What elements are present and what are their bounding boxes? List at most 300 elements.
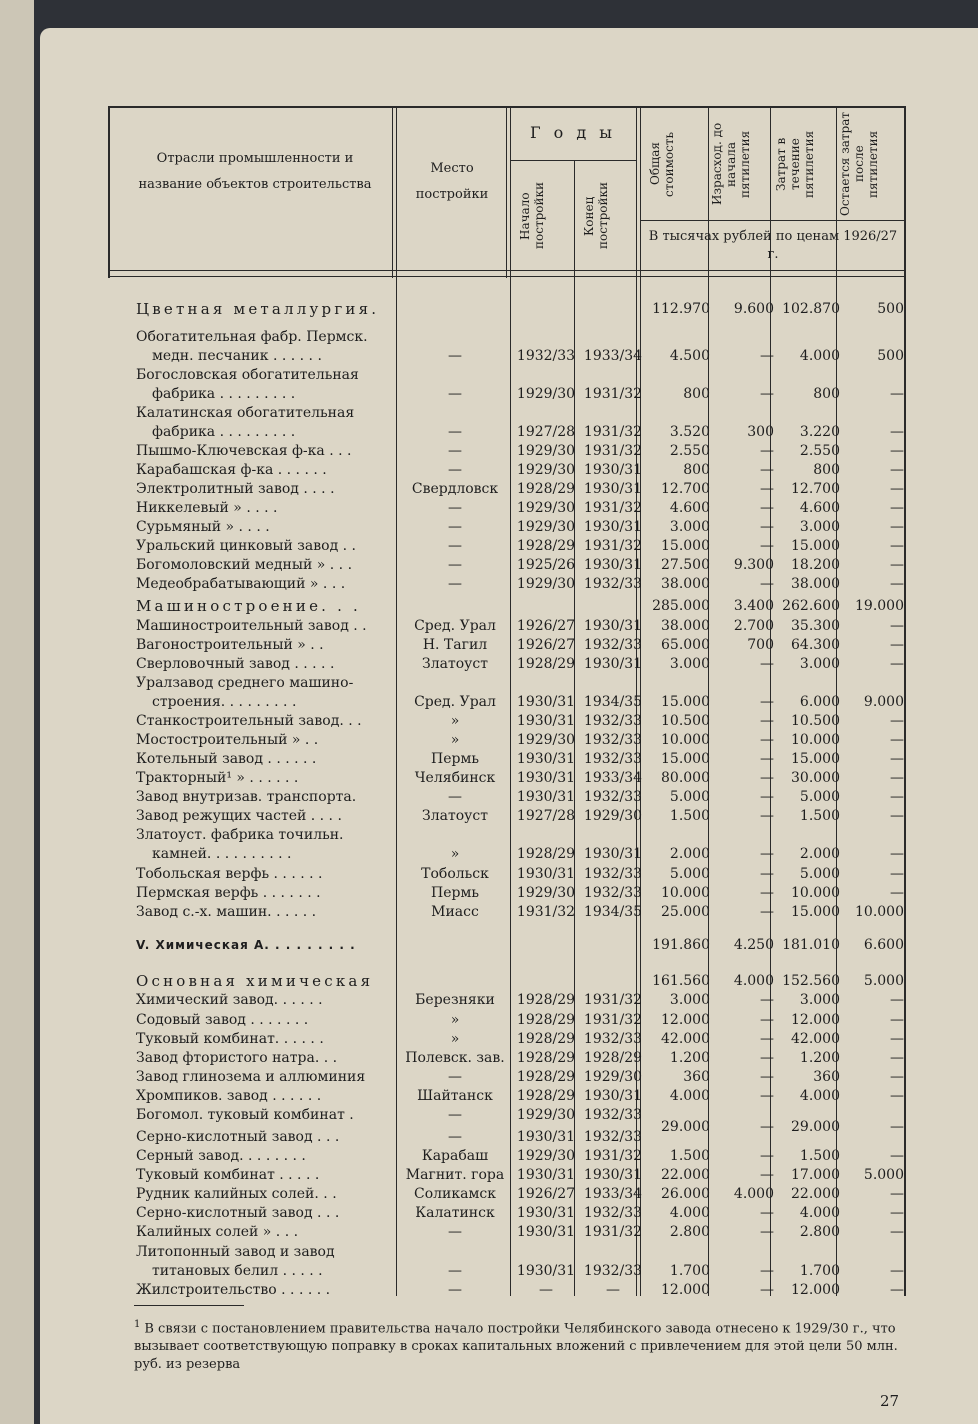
row-spent-before: — (760, 1282, 774, 1298)
row-total-cost: 12.000 (661, 1012, 710, 1028)
row-place: Калатинск (415, 1205, 495, 1221)
footnote-number: 1 (134, 1319, 141, 1330)
header-spent-during: Затрат в течение пятилетия (774, 130, 816, 198)
row-remaining: — (890, 885, 904, 901)
row-place: — (448, 789, 462, 805)
row-spent-before: — (760, 576, 774, 592)
row-total-cost: 15.000 (661, 538, 710, 554)
row-place: — (448, 348, 462, 364)
row-name: Обогатительная фабр. Пермск. (136, 329, 368, 345)
row-place: — (448, 519, 462, 535)
row-place: Сред. Урал (414, 694, 496, 710)
row-remaining: — (890, 1088, 904, 1104)
row-start-year: 1928/29 (516, 538, 576, 554)
row-remaining: — (890, 789, 904, 805)
row-total-cost: 38.000 (661, 576, 710, 592)
row-end-year: 1930/31 (583, 481, 643, 497)
row-spent-before: — (760, 538, 774, 554)
row-end-year: 1930/31 (583, 656, 643, 672)
row-start-year: 1928/29 (516, 846, 576, 862)
row-spent-during: 360 (813, 1069, 840, 1085)
row-start-year: 1929/30 (516, 500, 576, 516)
row-total-cost: 10.000 (661, 885, 710, 901)
row-spent-during: 42.000 (791, 1031, 840, 1047)
row-name: Завод фтористого натра. . . (136, 1050, 338, 1066)
row-spent-during: 30.000 (791, 770, 840, 786)
row-total-cost: 80.000 (661, 770, 710, 786)
row-end-year: 1931/32 (583, 500, 643, 516)
row-end-year: 1929/30 (583, 808, 643, 824)
row-name: Тобольская верфь . . . . . . (136, 866, 323, 882)
row-start-year: 1929/30 (516, 1148, 576, 1164)
row-total-cost: 1.700 (669, 1263, 710, 1279)
header-total: Общая стоимость (648, 131, 676, 197)
row-start-year: 1929/30 (516, 732, 576, 748)
row-spent-before: 4.250 (733, 937, 774, 953)
row-start-year: 1930/31 (516, 770, 576, 786)
row-name: Туковый комбинат . . . . . (136, 1167, 320, 1183)
row-total-cost: 10.000 (661, 732, 710, 748)
row-name: Карабашская ф-ка . . . . . . (136, 462, 327, 478)
row-name: фабрика . . . . . . . . . (152, 424, 296, 440)
row-remaining: — (890, 1119, 904, 1135)
row-spent-during: 2.800 (799, 1224, 840, 1240)
row-total-cost: 2.000 (669, 846, 710, 862)
row-remaining: — (890, 846, 904, 862)
row-start-year: 1931/32 (516, 904, 576, 920)
row-spent-before: — (760, 500, 774, 516)
row-name: Туковый комбинат. . . . . . (136, 1031, 324, 1047)
book-spine (0, 0, 34, 1424)
row-spent-during: 2.550 (799, 443, 840, 459)
row-spent-during: 5.000 (799, 866, 840, 882)
row-end-year: 1932/33 (583, 1129, 643, 1145)
row-spent-during: 800 (813, 386, 840, 402)
row-total-cost: 12.700 (661, 481, 710, 497)
row-name: Богомоловский медный » . . . (136, 557, 353, 573)
row-start-year: 1930/31 (516, 713, 576, 729)
row-total-cost: 3.520 (669, 424, 710, 440)
row-spent-before: 9.600 (733, 301, 774, 317)
row-total-cost: 4.000 (669, 1088, 710, 1104)
row-total-cost: 4.000 (669, 1205, 710, 1221)
row-remaining: — (890, 443, 904, 459)
row-remaining: — (890, 637, 904, 653)
row-name: Электролитный завод . . . . (136, 481, 335, 497)
row-name: медн. песчаник . . . . . . (152, 348, 322, 364)
row-remaining: 9.000 (863, 694, 904, 710)
row-name: камней. . . . . . . . . . (152, 846, 292, 862)
row-end-year: 1932/33 (583, 1263, 643, 1279)
row-end-year: 1931/32 (583, 992, 643, 1008)
row-place: Сред. Урал (414, 618, 496, 634)
footnote-rule (134, 1305, 244, 1306)
row-start-year: 1930/31 (516, 1263, 576, 1279)
row-spent-before: — (760, 770, 774, 786)
row-spent-before: — (760, 1069, 774, 1085)
row-spent-during: 15.000 (791, 751, 840, 767)
row-remaining: — (890, 424, 904, 440)
row-name: Завод глинозема и аллюминия (136, 1069, 366, 1085)
row-spent-during: 3.000 (799, 519, 840, 535)
row-remaining: — (890, 462, 904, 478)
row-remaining: 500 (877, 301, 904, 317)
row-remaining: — (890, 992, 904, 1008)
row-start-year: 1929/30 (516, 462, 576, 478)
row-spent-during: 22.000 (791, 1186, 840, 1202)
row-spent-during: 6.000 (799, 694, 840, 710)
row-remaining: — (890, 1031, 904, 1047)
row-spent-during: 15.000 (791, 904, 840, 920)
row-total-cost: 800 (683, 462, 710, 478)
row-spent-before: — (760, 866, 774, 882)
row-spent-during: 2.000 (799, 846, 840, 862)
row-total-cost: 285.000 (652, 598, 710, 614)
row-spent-during: 15.000 (791, 538, 840, 554)
row-end-year: 1932/33 (583, 576, 643, 592)
row-total-cost: 1.200 (669, 1050, 710, 1066)
row-remaining: — (890, 618, 904, 634)
row-place: — (448, 424, 462, 440)
row-start-year: 1929/30 (516, 1107, 576, 1123)
footnote-text: В связи с постановлением правительства начало постройки Челябинского завода отнесено к 1929/30 г., что вызывает соответствующую поправку в сроках капитальных вложений с привлечением для этой цели 50 млн. руб. из резерва (134, 1321, 898, 1373)
row-spent-before: — (760, 992, 774, 1008)
row-remaining: — (890, 576, 904, 592)
row-start-year: 1927/28 (516, 424, 576, 440)
row-name: Завод режущих частей . . . . (136, 808, 342, 824)
row-total-cost: 38.000 (661, 618, 710, 634)
row-start-year: 1926/27 (516, 637, 576, 653)
row-start-year: 1930/31 (516, 694, 576, 710)
row-spent-before: — (760, 885, 774, 901)
row-place: — (448, 1282, 462, 1298)
row-end-year: 1933/34 (583, 770, 643, 786)
row-remaining: 19.000 (855, 598, 904, 614)
row-place: — (448, 557, 462, 573)
row-start-year: 1927/28 (516, 808, 576, 824)
row-name: Тракторный¹ » . . . . . . (136, 770, 299, 786)
row-remaining: — (890, 751, 904, 767)
row-start-year: 1930/31 (516, 1205, 576, 1221)
row-spent-before: — (760, 1050, 774, 1066)
row-total-cost: 4.500 (669, 348, 710, 364)
row-total-cost: 2.800 (669, 1224, 710, 1240)
row-name: Богословская обогатительная (136, 367, 359, 383)
row-name: Мостостроительный » . . (136, 732, 319, 748)
row-end-year: 1931/32 (583, 386, 643, 402)
row-spent-during: 3.000 (799, 992, 840, 1008)
row-name: Уралзавод среднего машино- (136, 675, 354, 691)
row-name: Пермская верфь . . . . . . . (136, 885, 321, 901)
row-end-year: 1932/33 (583, 751, 643, 767)
row-name: Сверловочный завод . . . . . (136, 656, 335, 672)
row-spent-before: — (760, 1088, 774, 1104)
row-name: Уральский цинковый завод . . (136, 538, 357, 554)
row-place: — (448, 1129, 462, 1145)
row-spent-during: 29.000 (791, 1119, 840, 1135)
row-remaining: — (890, 386, 904, 402)
row-total-cost: 360 (683, 1069, 710, 1085)
row-remaining: — (890, 713, 904, 729)
row-place: Пермь (431, 751, 479, 767)
row-name: титановых белил . . . . . (152, 1263, 323, 1279)
row-total-cost: 42.000 (661, 1031, 710, 1047)
row-spent-during: 1.500 (799, 1148, 840, 1164)
row-total-cost: 191.860 (652, 937, 710, 953)
row-place: — (448, 1263, 462, 1279)
row-remaining: — (890, 481, 904, 497)
row-place: Карабаш (421, 1148, 489, 1164)
row-start-year: 1929/30 (516, 576, 576, 592)
row-remaining: 5.000 (863, 973, 904, 989)
row-name: Завод с.-х. машин. . . . . . (136, 904, 317, 920)
row-remaining: 500 (877, 348, 904, 364)
row-name: Сурьмяный » . . . . (136, 519, 270, 535)
row-spent-before: — (760, 443, 774, 459)
row-total-cost: 26.000 (661, 1186, 710, 1202)
row-spent-before: — (760, 1167, 774, 1183)
row-place: » (450, 1012, 460, 1028)
row-start-year: 1928/29 (516, 992, 576, 1008)
row-spent-during: 64.300 (791, 637, 840, 653)
row-spent-during: 12.000 (791, 1012, 840, 1028)
row-end-year: 1931/32 (583, 424, 643, 440)
row-spent-during: 12.000 (791, 1282, 840, 1298)
row-end-year: 1931/32 (583, 538, 643, 554)
row-end-year: 1932/33 (583, 713, 643, 729)
row-remaining: — (890, 1186, 904, 1202)
row-name: Котельный завод . . . . . . (136, 751, 317, 767)
row-place: » (450, 732, 460, 748)
row-spent-during: 1.700 (799, 1263, 840, 1279)
row-total-cost: 800 (683, 386, 710, 402)
row-end-year: 1933/34 (583, 348, 643, 364)
row-name: Станкостроительный завод. . . (136, 713, 362, 729)
row-spent-during: 800 (813, 462, 840, 478)
row-start-year: 1929/30 (516, 885, 576, 901)
row-total-cost: 22.000 (661, 1167, 710, 1183)
row-place: Пермь (431, 885, 479, 901)
row-place: Тобольск (421, 866, 489, 882)
row-spent-before: — (760, 519, 774, 535)
row-name: Вагоностроительный » . . (136, 637, 324, 653)
row-end-year: 1932/33 (583, 1107, 643, 1123)
row-name: Богомол. туковый комбинат . (136, 1107, 354, 1123)
row-remaining: — (890, 1263, 904, 1279)
row-spent-during: 3.220 (799, 424, 840, 440)
row-name: Машиностроительный завод . . (136, 618, 367, 634)
row-place: — (448, 386, 462, 402)
row-remaining: 10.000 (855, 904, 904, 920)
row-total-cost: 161.560 (652, 973, 710, 989)
row-name: фабрика . . . . . . . . . (152, 386, 296, 402)
row-start-year: 1926/27 (516, 1186, 576, 1202)
row-spent-before: — (760, 1012, 774, 1028)
row-place: Н. Тагил (422, 637, 488, 653)
row-spent-before: 2.700 (733, 618, 774, 634)
row-spent-before: — (760, 1263, 774, 1279)
row-total-cost: 3.000 (669, 992, 710, 1008)
row-name: Никкелевый » . . . . (136, 500, 278, 516)
row-spent-during: 3.000 (799, 656, 840, 672)
row-name: Жилстроительство . . . . . . (136, 1282, 331, 1298)
row-name: Машиностроение. . . (136, 597, 361, 615)
row-place: — (448, 576, 462, 592)
row-remaining: — (890, 1050, 904, 1066)
row-name: строения. . . . . . . . . (152, 694, 297, 710)
row-end-year: 1930/31 (583, 462, 643, 478)
row-end-year: 1932/33 (583, 789, 643, 805)
row-name: V. Химическая А. . . . . . . . . (136, 938, 356, 952)
row-name: Литопонный завод и завод (136, 1244, 335, 1260)
row-spent-before: 9.300 (733, 557, 774, 573)
row-start-year: 1930/31 (516, 751, 576, 767)
row-place: Свердловск (411, 481, 499, 497)
row-start-year: 1928/29 (516, 481, 576, 497)
row-end-year: 1930/31 (583, 846, 643, 862)
header-years: Г о д ы (529, 123, 617, 142)
row-start-year: 1928/29 (516, 1050, 576, 1066)
row-spent-during: 5.000 (799, 789, 840, 805)
row-spent-during: 4.000 (799, 348, 840, 364)
row-place: » (450, 1031, 460, 1047)
row-start-year: 1928/29 (516, 656, 576, 672)
row-name: Завод внутризав. транспорта. (136, 789, 357, 805)
row-start-year: 1932/33 (516, 348, 576, 364)
row-spent-during: 1.200 (799, 1050, 840, 1066)
row-end-year: — (606, 1282, 620, 1298)
row-start-year: 1928/29 (516, 1012, 576, 1028)
row-spent-before: — (760, 1119, 774, 1135)
row-place: Магнит. гора (405, 1167, 505, 1183)
row-start-year: 1929/30 (516, 443, 576, 459)
row-total-cost: 112.970 (652, 301, 710, 317)
row-place: — (448, 1224, 462, 1240)
row-name: Цветная металлургия. (136, 300, 380, 318)
row-remaining: — (890, 1012, 904, 1028)
row-spent-before: — (760, 751, 774, 767)
row-name: Серно-кислотный завод . . . (136, 1205, 340, 1221)
row-spent-during: 1.500 (799, 808, 840, 824)
row-spent-before: — (760, 462, 774, 478)
row-name: Златоуст. фабрика точильн. (136, 827, 344, 843)
row-end-year: 1930/31 (583, 519, 643, 535)
header-start: Начало постройки (518, 182, 546, 250)
row-end-year: 1931/32 (583, 443, 643, 459)
row-start-year: 1928/29 (516, 1088, 576, 1104)
row-total-cost: 29.000 (661, 1119, 710, 1135)
row-remaining: — (890, 519, 904, 535)
row-end-year: 1930/31 (583, 618, 643, 634)
row-total-cost: 5.000 (669, 866, 710, 882)
row-spent-during: 4.000 (799, 1205, 840, 1221)
row-spent-before: — (760, 789, 774, 805)
row-end-year: 1931/32 (583, 1012, 643, 1028)
header-place: Место постройки (415, 161, 489, 202)
row-total-cost: 25.000 (661, 904, 710, 920)
row-spent-during: 4.000 (799, 1088, 840, 1104)
row-spent-before: 700 (747, 637, 774, 653)
row-spent-before: 300 (747, 424, 774, 440)
row-start-year: — (539, 1282, 553, 1298)
row-remaining: — (890, 1205, 904, 1221)
footnote (134, 1316, 908, 1374)
row-end-year: 1929/30 (583, 1069, 643, 1085)
row-spent-before: — (760, 1148, 774, 1164)
row-place: Челябинск (414, 770, 496, 786)
row-remaining: — (890, 770, 904, 786)
row-spent-during: 102.870 (782, 301, 840, 317)
row-name: Основная химическая (136, 972, 374, 990)
row-spent-before: 4.000 (733, 973, 774, 989)
row-end-year: 1933/34 (583, 1186, 643, 1202)
row-total-cost: 5.000 (669, 789, 710, 805)
header-sector: Отрасли промышленности и название объектов строительства (138, 151, 372, 192)
row-remaining: — (890, 1282, 904, 1298)
row-total-cost: 15.000 (661, 751, 710, 767)
row-remaining: 5.000 (863, 1167, 904, 1183)
row-total-cost: 2.550 (669, 443, 710, 459)
row-place: — (448, 538, 462, 554)
row-spent-during: 18.200 (791, 557, 840, 573)
row-end-year: 1934/35 (583, 694, 643, 710)
row-spent-during: 10.000 (791, 732, 840, 748)
header-remaining: Остается затрат после пятилетия (838, 111, 880, 216)
row-spent-before: 3.400 (733, 598, 774, 614)
row-remaining: — (890, 1148, 904, 1164)
row-end-year: 1932/33 (583, 732, 643, 748)
header-units: В тысячах рублей по ценам 1926/27 г. (648, 229, 898, 262)
row-place: Полевск. зав. (405, 1050, 505, 1066)
row-place: Златоуст (422, 808, 488, 824)
row-start-year: 1928/29 (516, 1069, 576, 1085)
row-spent-before: — (760, 348, 774, 364)
row-place: Златоуст (422, 656, 488, 672)
row-spent-during: 12.700 (791, 481, 840, 497)
row-place: Миасс (431, 904, 479, 920)
row-end-year: 1931/32 (583, 1224, 643, 1240)
header-end: Конец постройки (582, 182, 610, 250)
row-place: Березняки (415, 992, 495, 1008)
row-spent-before: — (760, 1205, 774, 1221)
row-start-year: 1930/31 (516, 866, 576, 882)
row-name: Калатинская обогатительная (136, 405, 355, 421)
row-end-year: 1928/29 (583, 1050, 643, 1066)
row-remaining: — (890, 500, 904, 516)
row-place: — (448, 1107, 462, 1123)
row-name: Хромпиков. завод . . . . . . (136, 1088, 322, 1104)
row-end-year: 1932/33 (583, 637, 643, 653)
row-spent-during: 152.560 (782, 973, 840, 989)
row-end-year: 1932/33 (583, 885, 643, 901)
row-spent-during: 262.600 (782, 598, 840, 614)
row-spent-during: 4.600 (799, 500, 840, 516)
row-start-year: 1926/27 (516, 618, 576, 634)
row-spent-during: 35.300 (791, 618, 840, 634)
row-spent-before: — (760, 694, 774, 710)
row-spent-during: 10.500 (791, 713, 840, 729)
row-start-year: 1930/31 (516, 1129, 576, 1145)
row-spent-before: — (760, 656, 774, 672)
row-total-cost: 1.500 (669, 808, 710, 824)
row-remaining: — (890, 557, 904, 573)
row-spent-before: — (760, 713, 774, 729)
row-total-cost: 12.000 (661, 1282, 710, 1298)
row-spent-before: — (760, 481, 774, 497)
row-start-year: 1930/31 (516, 1224, 576, 1240)
row-spent-before: — (760, 386, 774, 402)
row-remaining: — (890, 1069, 904, 1085)
